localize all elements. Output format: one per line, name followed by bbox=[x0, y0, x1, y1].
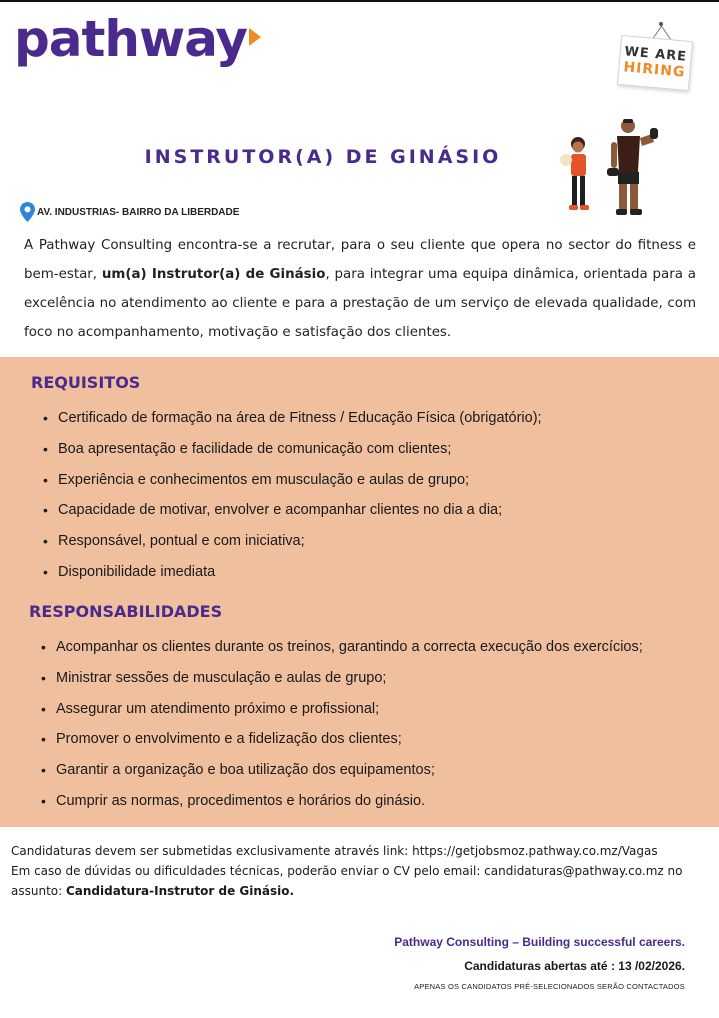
athlete-figure-icon bbox=[607, 119, 658, 215]
logo-text: pathway bbox=[14, 10, 248, 68]
list-item: • Promover o envolvimento e a fidelização dos clientes; bbox=[39, 724, 643, 755]
list-item: • Assegurar um atendimento próximo e profissional; bbox=[39, 694, 643, 725]
top-border bbox=[0, 0, 719, 2]
responsabilidades-list bbox=[39, 632, 643, 817]
list-item: • Experiência e conhecimentos em musculação e aulas de grupo; bbox=[41, 465, 542, 496]
email-instructions: Em caso de dúvidas ou dificuldades técnicas, poderão enviar o CV pelo email: candidaturas@pathway.co.mz no assunto: bbox=[11, 864, 683, 898]
list-item: • Certificado de formação na área de Fitness / Educação Física (obrigatório); bbox=[41, 403, 542, 434]
location-text: AV. INDUSTRIAS- BAIRRO DA LIBERDADE bbox=[37, 206, 240, 218]
pathway-logo bbox=[14, 10, 261, 68]
list-item: • Acompanhar os clientes durante os treinos, garantindo a correcta execução dos exercícios; bbox=[39, 632, 643, 663]
list-item: • Capacidade de motivar, envolver e acompanhar clientes no dia a dia; bbox=[41, 495, 542, 526]
application-link-line: Candidaturas devem ser submetidas exclusivamente através link: https://getjobsmoz.pathway.co.mz/Vagas bbox=[11, 844, 658, 858]
intro-part1: A Pathway Consulting encontra-se a recrutar, para o seu cliente que opera no sector do fitness e bem-estar, bbox=[24, 238, 696, 282]
email-subject: Candidatura-Instrutor de Ginásio. bbox=[65, 884, 295, 898]
list-item: • Responsável, pontual e com iniciativa; bbox=[41, 526, 542, 557]
list-item: • Garantir a organização e boa utilização dos equipamentos; bbox=[39, 755, 643, 786]
location-pin-icon bbox=[20, 202, 35, 222]
hiring-sign-line1: WE ARE bbox=[623, 44, 688, 65]
hiring-sign-line2: HIRING bbox=[622, 59, 687, 81]
application-deadline: Candidaturas abertas até : 13 /02/2026. bbox=[464, 959, 685, 973]
intro-part2: , para integrar uma equipa dinâmica, orientada para a excelência no atendimento ao cliente e para a prestação de um serviço de elevada qualidade, com foco no acompanhamento, motivação e satisfação dos clientes. bbox=[24, 267, 697, 340]
company-tagline: Pathway Consulting – Building successful careers. bbox=[394, 935, 685, 949]
list-item: • Cumprir as normas, procedimentos e horários do ginásio. bbox=[39, 786, 643, 817]
job-title: INSTRUTOR(A) DE GINÁSIO bbox=[144, 146, 502, 168]
intro-paragraph bbox=[24, 231, 696, 347]
logo-play-triangle bbox=[249, 28, 261, 46]
responsabilidades-heading: RESPONSABILIDADES bbox=[29, 602, 223, 621]
kid-figure-icon bbox=[560, 137, 589, 210]
shortlist-note: APENAS OS CANDIDATOS PRÉ-SELECIONADOS SERÃO CONTACTADOS bbox=[414, 982, 685, 991]
we-are-hiring-sign bbox=[617, 35, 693, 91]
sign-pin-icon bbox=[659, 22, 663, 26]
requisitos-heading: REQUISITOS bbox=[31, 373, 141, 392]
list-item: • Disponibilidade imediata bbox=[41, 557, 542, 588]
intro-bold: um(a) Instrutor(a) de Ginásio bbox=[101, 267, 326, 282]
application-email-line bbox=[11, 861, 711, 901]
location bbox=[20, 202, 239, 222]
list-item: • Ministrar sessões de musculação e aulas de grupo; bbox=[39, 663, 643, 694]
list-item: • Boa apresentação e facilidade de comunicação com clientes; bbox=[41, 434, 542, 465]
application-instructions bbox=[11, 841, 711, 901]
requisitos-list bbox=[41, 403, 542, 588]
fitness-figures-illustration bbox=[556, 116, 662, 222]
